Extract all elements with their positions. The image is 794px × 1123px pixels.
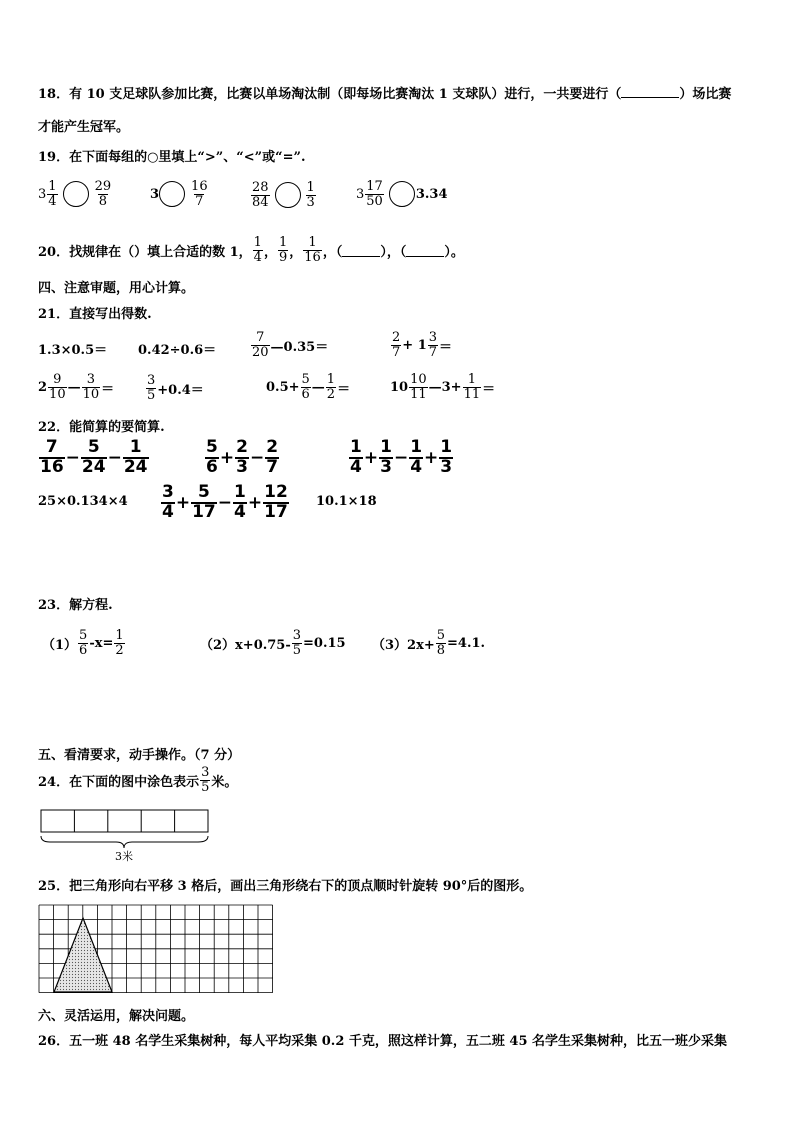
q22-f: 10.1×18 [316,494,377,509]
q18-line1: 18．有 10 支足球队参加比赛，比赛以单场淘汰制（即每场比赛淘汰 1 支球队）进行，一共要进行（ ）场比赛 [38,87,732,102]
q21-e6: $\frac{3}{5}$ +0.4＝ [147,373,204,403]
compare-circle[interactable] [389,181,415,207]
q19-title: 19．在下面每组的○里填上“>”、“<”或“=”. [38,150,306,165]
q21-e1: 1.3×0.5＝ [38,343,108,358]
q19-item-2: 3 $\frac{16}{7}$ [150,179,208,209]
compare-circle[interactable] [275,182,301,208]
q26-text: 26．五一班 48 名学生采集树种，每人平均采集 0.2 千克，照这样计算，五二班 45 名学生采集树种，比五一班少采集 [38,1034,728,1049]
q20-line: 20．找规律在（）填上合适的数 1， $\frac{1}{4}$ ， $\frac{1}{9}$ ， $\frac{1}{16}$ ，（ ），（ ）。 [38,235,464,265]
section-5-heading: 五、看清要求，动手操作。（7 分） [38,748,241,763]
q20-blank-2[interactable] [406,244,444,257]
q21-e4: $\frac{2}{7}$ + 1 $\frac{3}{7}$ ＝ [392,330,453,360]
triangle-shape [54,918,112,992]
q24-strip-figure[interactable] [38,808,213,868]
q21-e2: 0.42÷0.6＝ [138,343,217,358]
q22-c: $\frac{1}{4}$ + $\frac{1}{3}$ − $\frac{1}{4}$ + $\frac{1}{3}$ [350,437,453,477]
q19-item-4: 3 $\frac{17}{50}$ 3.34 [356,179,448,209]
q23-e1: （1） $\frac{5}{6}$ -x= $\frac{1}{2}$ [42,628,124,658]
q21-e5: 2 $\frac{9}{10}$ — $\frac{3}{10}$ ＝ [38,372,115,402]
q24-line: 24．在下面的图中涂色表示 $\frac{3}{5}$ 米。 [38,765,238,795]
q23-e2: （2）x+0.75- $\frac{3}{5}$ =0.15 [200,628,346,658]
q24-strip[interactable] [41,810,208,832]
q25-text: 25．把三角形向右平移 3 格后，画出三角形绕右下的顶点顺时针旋转 90°后的图形。 [38,879,533,894]
brace [41,836,208,848]
q19-item-3: $\frac{28}{84}$ $\frac{1}{3}$ [252,180,315,210]
q23-e3: （3）2x+ $\frac{5}{8}$ =4.1. [372,628,486,658]
q22-b: $\frac{5}{6}$ + $\frac{2}{3}$ − $\frac{2}{7}$ [206,437,279,477]
q22-a: $\frac{7}{16}$ − $\frac{5}{24}$ − $\frac{1}{24}$ [40,437,148,477]
q21-title: 21．直接写出得数. [38,307,152,322]
q21-e8: 10 $\frac{10}{11}$ —3+ $\frac{1}{11}$ ＝ [390,372,496,402]
q25-grid-figure[interactable] [38,904,280,996]
section-4-heading: 四、注意审题，用心计算。 [38,281,195,296]
compare-circle[interactable] [63,181,89,207]
q22-e: $\frac{3}{4}$ + $\frac{5}{17}$ − $\frac{1}{4}$ + $\frac{12}{17}$ [162,482,288,522]
q19-item-1: 3 $\frac{1}{4}$ $\frac{29}{8}$ [38,179,112,209]
q23-title: 23．解方程. [38,598,113,613]
q21-e3: $\frac{7}{20}$ —0.35＝ [252,330,329,360]
q24-length-label: 3米 [115,850,133,863]
section-6-heading: 六、灵活运用，解决问题。 [38,1009,195,1024]
q21-e7: 0.5+ $\frac{5}{6}$ — $\frac{1}{2}$ ＝ [266,372,351,402]
q22-d: 25×0.134×4 [38,494,128,509]
q22-title: 22．能简算的要简算. [38,420,165,435]
q18-line2: 才能产生冠军。 [38,120,130,135]
q19-items [38,180,113,208]
q20-blank-1[interactable] [342,244,380,257]
compare-circle[interactable] [159,181,185,207]
q18-blank[interactable] [621,85,679,98]
